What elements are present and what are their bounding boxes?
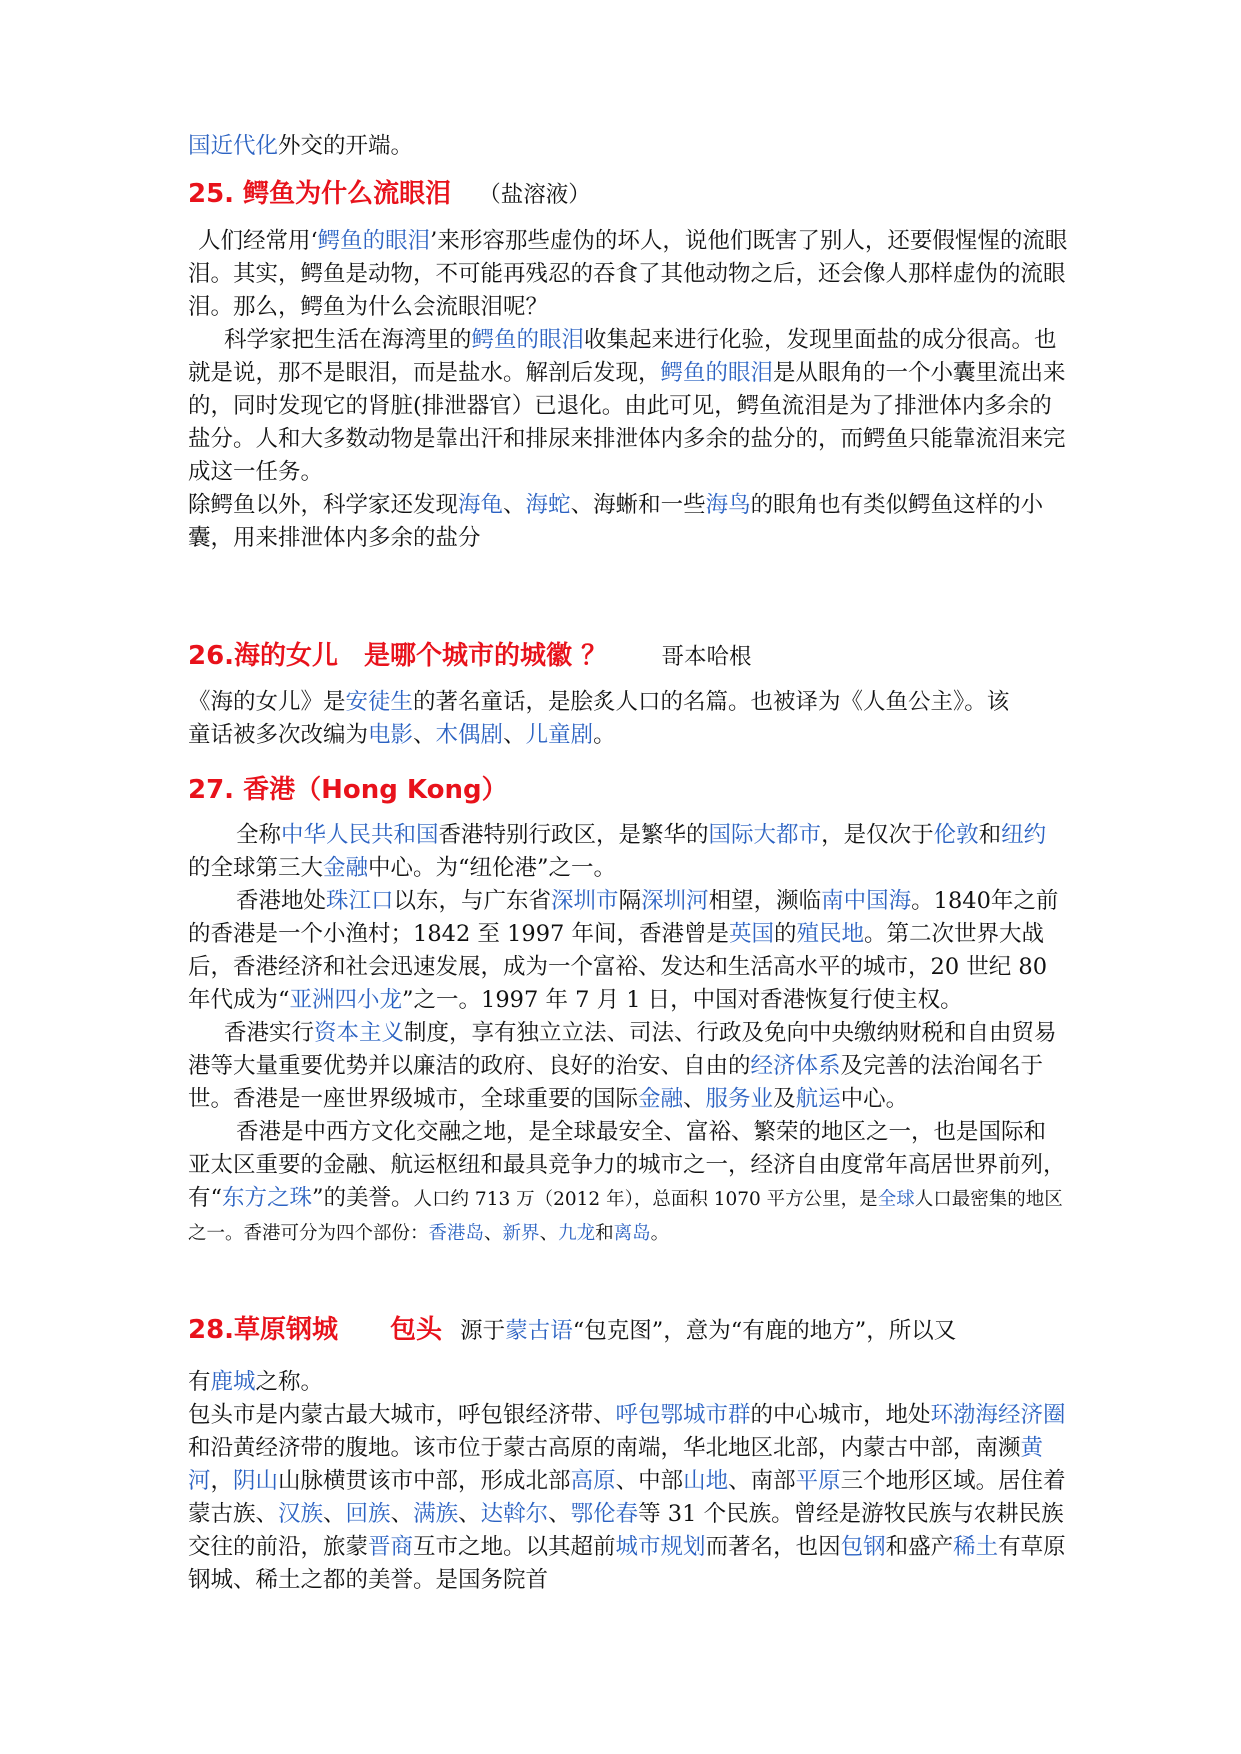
link[interactable]: 英国 bbox=[728, 921, 774, 947]
text: 、 bbox=[539, 1223, 559, 1244]
heading-text: 27. 香港（Hong Kong） bbox=[188, 775, 508, 805]
link[interactable]: 鳄鱼的眼泪 bbox=[317, 228, 431, 254]
text: 《海的女儿》是 bbox=[188, 689, 346, 715]
text: 人们经常用‘ bbox=[198, 228, 318, 254]
link[interactable]: 海鸟 bbox=[705, 492, 751, 518]
paragraph bbox=[188, 1399, 1068, 1597]
text: 、 bbox=[503, 492, 526, 518]
text: 收集起来进行化验，发现里面盐的成分很高。也就是说，那不是眼泪，而是盐水。解剖后发现， bbox=[188, 327, 1057, 386]
text: 和 bbox=[978, 822, 1002, 848]
link[interactable]: 海龟 bbox=[458, 492, 504, 518]
text: 是从眼角的一个小囊里流出来的，同时发现它的肾脏(排泄器官）已退化。由此可见，鳄鱼流泪是为了排泄体内多余的盐分。人和大多数动物是靠出汗和排尿来排泄体内多余的盐分的，而鳄鱼只能靠流泪来完成这一任务。 bbox=[188, 360, 1066, 485]
paragraph bbox=[188, 225, 1068, 324]
continuation-line bbox=[188, 130, 1068, 163]
paragraph bbox=[188, 819, 1068, 885]
text: 、海蜥和一些 bbox=[570, 492, 706, 518]
text: 三个地形区域。居住着蒙古族、 bbox=[188, 1468, 1066, 1527]
link[interactable]: 阴山 bbox=[233, 1468, 279, 1494]
text: ”之一。1997 年 7 月 1 日，中国对香港恢复行使主权。 bbox=[402, 987, 963, 1013]
section-25-body bbox=[188, 225, 1068, 555]
text: 人口最密集的地区之一。香港可分为四个部份： bbox=[188, 1189, 1063, 1244]
paragraph bbox=[188, 686, 1028, 752]
text: 的眼角也有类似鳄鱼这样的小囊，用来排泄体内多余的盐分 bbox=[188, 492, 1044, 551]
text: 及 bbox=[773, 1086, 796, 1112]
text: 中心。 bbox=[840, 1086, 909, 1112]
text: 的 bbox=[774, 921, 797, 947]
text: ，是仅次于 bbox=[821, 822, 934, 848]
section-28-body bbox=[188, 1366, 1068, 1597]
text: 相望，濒临 bbox=[708, 888, 822, 914]
link[interactable]: 金融 bbox=[638, 1086, 684, 1112]
link[interactable]: 电影 bbox=[368, 722, 414, 748]
text: 香港地处 bbox=[236, 888, 327, 914]
text: 、中部 bbox=[615, 1468, 684, 1494]
section-25-heading bbox=[188, 174, 1068, 215]
heading-text: 25. 鳄鱼为什么流眼泪 bbox=[188, 179, 452, 209]
text: ”的美誉。 bbox=[312, 1185, 414, 1211]
link[interactable]: 国际大都市 bbox=[708, 822, 822, 848]
text: 、 bbox=[390, 1501, 414, 1527]
text: 全称 bbox=[236, 822, 282, 848]
text: 互市之地。以其超前 bbox=[413, 1534, 616, 1560]
link[interactable]: 珠江口 bbox=[326, 888, 394, 914]
text: 。 bbox=[593, 722, 616, 748]
text: 、 bbox=[484, 1223, 503, 1244]
link[interactable]: 木偶剧 bbox=[435, 722, 504, 748]
link[interactable]: 儿童剧 bbox=[525, 722, 594, 748]
text: 而著名，也因 bbox=[705, 1534, 841, 1560]
text: 、 bbox=[323, 1501, 346, 1527]
text: 和 bbox=[595, 1223, 614, 1244]
text: 、 bbox=[458, 1501, 481, 1527]
text: 、南部 bbox=[728, 1468, 796, 1494]
text: 香港实行 bbox=[224, 1020, 315, 1046]
heading-note: “包克图”，意为“有鹿的地方”，所以又 bbox=[572, 1318, 957, 1344]
link[interactable]: 包钢 bbox=[840, 1534, 886, 1560]
link[interactable]: 全球 bbox=[877, 1189, 915, 1210]
heading-text: 26.海的女儿 是哪个城市的城徽 ？ bbox=[188, 641, 608, 671]
section-26-heading bbox=[188, 636, 1068, 677]
text: 包头市是内蒙古最大城市，呼包银经济带、 bbox=[188, 1402, 616, 1428]
section-27-body bbox=[188, 819, 1068, 1250]
section-26-body bbox=[188, 686, 1068, 752]
paragraph bbox=[188, 1366, 1068, 1399]
text: 隔 bbox=[618, 888, 642, 914]
text: 山脉横贯该市中部，形成北部 bbox=[278, 1468, 571, 1494]
link[interactable]: 服务业 bbox=[705, 1086, 774, 1112]
text: 人口约 713 万（2012 年），总面积 1070 平方公里，是 bbox=[413, 1189, 878, 1210]
text: 外交的开端。 bbox=[278, 133, 414, 159]
text: ， bbox=[210, 1468, 234, 1494]
link[interactable]: 资本主义 bbox=[314, 1020, 405, 1046]
link[interactable]: 九龙 bbox=[558, 1223, 596, 1244]
link[interactable]: 回族 bbox=[345, 1501, 391, 1527]
link[interactable]: 晋商 bbox=[368, 1534, 414, 1560]
paragraph bbox=[188, 1116, 1068, 1250]
section-28-heading bbox=[188, 1310, 1068, 1351]
link[interactable]: 高原 bbox=[570, 1468, 616, 1494]
text: 的著名童话，是脍炙人口的名篇。也被译为《人鱼公主》。该童话被多次改编为 bbox=[188, 689, 1010, 748]
text: 的中心城市，地处 bbox=[750, 1402, 931, 1428]
link[interactable]: 航运 bbox=[795, 1086, 841, 1112]
link[interactable]: 亚洲四小龙 bbox=[289, 987, 403, 1013]
heading-note: 源于 bbox=[460, 1318, 506, 1344]
link[interactable]: 纽约 bbox=[1001, 822, 1047, 848]
link[interactable]: 金融 bbox=[323, 855, 369, 881]
link[interactable]: 达斡尔 bbox=[480, 1501, 549, 1527]
link[interactable]: 经济体系 bbox=[750, 1053, 841, 1079]
link[interactable]: 山地 bbox=[683, 1468, 729, 1494]
link[interactable]: 海蛇 bbox=[525, 492, 571, 518]
link[interactable]: 南中国海 bbox=[821, 888, 912, 914]
heading-note: （盐溶液） bbox=[478, 182, 591, 208]
text: 。 bbox=[650, 1223, 670, 1244]
heading bbox=[188, 770, 1068, 810]
text: 中心。为“纽伦港”之一。 bbox=[368, 855, 617, 881]
link[interactable]: 东方之珠 bbox=[222, 1185, 313, 1211]
link[interactable]: 环渤海经济圈 bbox=[930, 1402, 1066, 1428]
heading-text: 28.草原钢城 包头 bbox=[188, 1315, 443, 1345]
link[interactable]: 中华人民共和国 bbox=[281, 822, 439, 848]
heading bbox=[188, 174, 1068, 215]
link[interactable]: 离岛 bbox=[613, 1223, 651, 1244]
text: 和沿黄经济带的腹地。该市位于蒙古高原的南端，华北地区北部，内蒙古中部，南濒 bbox=[188, 1435, 1021, 1461]
link[interactable]: 鳄鱼的眼泪 bbox=[471, 327, 585, 353]
paragraph bbox=[188, 489, 1068, 555]
text: 。第二次世界大战后，香港经济和社会迅速发展，成为一个富裕、发达和生活高水平的城市，20 世纪 80 年代成为“ bbox=[188, 921, 1048, 1013]
link[interactable]: 汉族 bbox=[278, 1501, 324, 1527]
heading bbox=[188, 636, 1068, 677]
link[interactable]: 鳄鱼的眼泪 bbox=[660, 360, 774, 386]
text: ’来形容那些虚伪的坏人，说他们既害了别人，还要假惺惺的流眼泪。其实，鳄鱼是动物，不可能再残忍的吞食了其他动物之后，还会像人那样虚伪的流眼泪。那么，鳄鱼为什么会流眼泪呢？ bbox=[188, 228, 1068, 320]
paragraph bbox=[188, 885, 1068, 1017]
text: 、 bbox=[548, 1501, 571, 1527]
text: 等 31 个民族。曾经是游牧民族与农耕民族交往的前沿，旅蒙 bbox=[188, 1501, 1064, 1560]
heading-note: 哥本哈根 bbox=[661, 644, 752, 670]
text: 、 bbox=[503, 722, 526, 748]
section-27-heading bbox=[188, 770, 1068, 810]
text: 。1840年之前的香港是一个小渔村；1842 至 1997 年间，香港曾是 bbox=[188, 888, 1059, 947]
text: 香港特别行政区，是繁华的 bbox=[438, 822, 709, 848]
text: 和盛产 bbox=[885, 1534, 954, 1560]
link[interactable]: 伦敦 bbox=[933, 822, 979, 848]
link[interactable]: 深圳市 bbox=[551, 888, 619, 914]
text: 的全球第三大 bbox=[188, 855, 324, 881]
text: 及完善的法治闻名于世。香港是一座世界级城市，全球重要的国际 bbox=[188, 1053, 1044, 1112]
link[interactable]: 满族 bbox=[413, 1501, 459, 1527]
link[interactable]: 新界 bbox=[502, 1223, 540, 1244]
text: 、 bbox=[413, 722, 436, 748]
link[interactable]: 黄河 bbox=[188, 1435, 1044, 1494]
link[interactable]: 平原 bbox=[795, 1468, 841, 1494]
paragraph bbox=[188, 130, 1068, 163]
text: 、 bbox=[683, 1086, 706, 1112]
link[interactable]: 国近代化 bbox=[188, 133, 279, 159]
text: 制度，享有独立立法、司法、行政及免向中央缴纳财税和自由贸易港等大量重要优势并以廉洁的政府、良好的治安、自由的 bbox=[188, 1020, 1057, 1079]
text: 有草原钢城、稀土之都的美誉。是国务院首 bbox=[188, 1534, 1066, 1593]
paragraph bbox=[188, 324, 1068, 489]
link[interactable]: 香港岛 bbox=[428, 1223, 485, 1244]
link[interactable]: 鹿城 bbox=[210, 1369, 256, 1395]
text: 除鳄鱼以外，科学家还发现 bbox=[188, 492, 459, 518]
heading bbox=[188, 1310, 1068, 1351]
link[interactable]: 蒙古语 bbox=[505, 1318, 573, 1344]
link[interactable]: 城市规划 bbox=[615, 1534, 706, 1560]
text: 有 bbox=[188, 1369, 211, 1395]
link[interactable]: 安徒生 bbox=[345, 689, 414, 715]
link[interactable]: 殖民地 bbox=[796, 921, 865, 947]
link[interactable]: 稀土 bbox=[953, 1534, 999, 1560]
text: 科学家把生活在海湾里的 bbox=[224, 327, 472, 353]
text: 之称。 bbox=[255, 1369, 324, 1395]
link[interactable]: 深圳河 bbox=[641, 888, 709, 914]
link[interactable]: 鄂伦春 bbox=[570, 1501, 639, 1527]
text: 香港是中西方文化交融之地，是全球最安全、富裕、繁荣的地区之一，也是国际和亚太区重要的金融、航运枢纽和最具竞争力的城市之一，经济自由度常年高居世界前列，有“ bbox=[188, 1119, 1066, 1211]
paragraph bbox=[188, 1017, 1068, 1116]
text: 以东，与广东省 bbox=[393, 888, 552, 914]
link[interactable]: 呼包鄂城市群 bbox=[615, 1402, 751, 1428]
